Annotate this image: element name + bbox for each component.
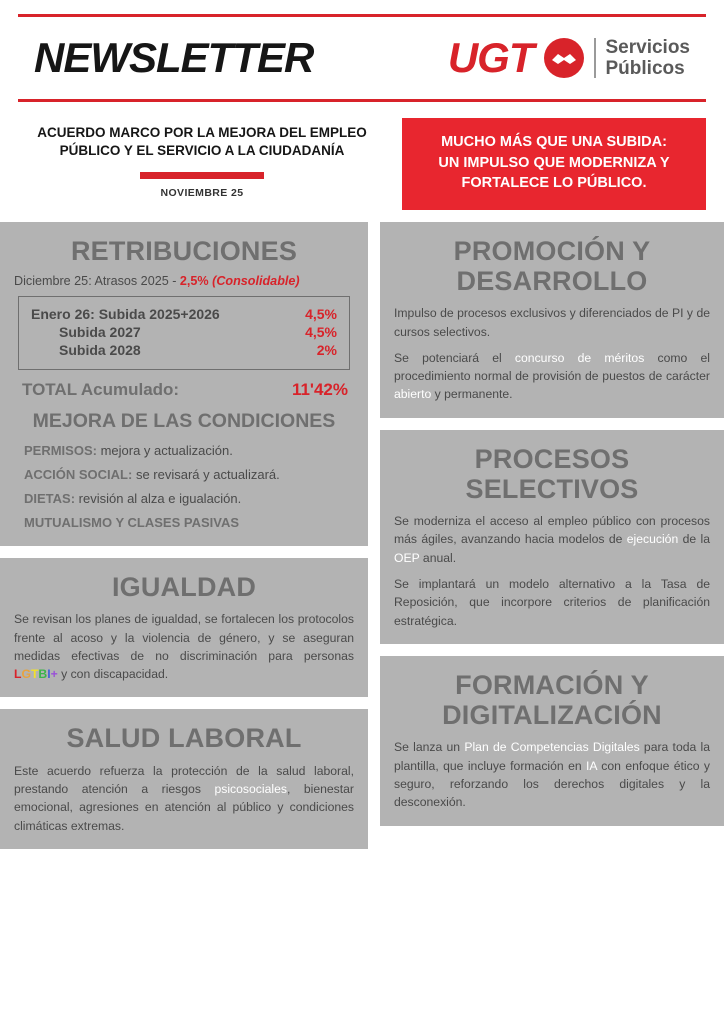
logo-servicios-line1: Servicios <box>605 36 690 58</box>
row-value: 4,5% <box>305 305 337 322</box>
handshake-icon <box>544 38 584 78</box>
right-column <box>380 222 724 849</box>
subheader <box>18 118 706 210</box>
procesos-p1-pre: Se moderniza el acceso al empleo público con procesos más ágiles, avanzando hacia modelos de <box>394 514 710 547</box>
condicion-item <box>24 467 354 482</box>
promocion-paragraph-1: Impulso de procesos exclusivos y diferenciados de PI y de cursos selectivos. <box>394 306 710 339</box>
procesos-body <box>394 512 710 630</box>
retribuciones-table-box <box>18 296 350 370</box>
ugt-wordmark: UGT <box>447 34 534 81</box>
formacion-highlight-1: Plan de Competencias Digitales <box>464 740 640 755</box>
formacion-title-line2: DIGITALIZACIÓN <box>442 700 662 731</box>
ugt-logo <box>447 34 690 81</box>
logo-divider <box>594 38 596 78</box>
condicion-text: se revisará y actualizará. <box>132 466 280 482</box>
formacion-p1-mid: para toda la plantilla, que incluye formación en <box>394 740 711 773</box>
condicion-item <box>24 443 354 458</box>
total-value: 11'42% <box>291 379 348 399</box>
banner-line1-strong: MUCHO MÁS QUE UNA SUBIDA <box>441 134 663 150</box>
salud-title: SALUD LABORAL <box>66 723 302 754</box>
promocion-p2-pre: Se potenciará el <box>394 350 515 365</box>
promocion-p2-mid: como el procedimiento normal de provisión de puestos de carácter <box>394 350 710 384</box>
red-divider-bar <box>140 172 264 179</box>
banner-line1 <box>412 132 696 153</box>
formacion-body <box>394 738 710 811</box>
total-label: TOTAL Acumulado: <box>22 379 180 399</box>
red-banner <box>402 118 706 210</box>
header-bottom-rule <box>18 99 706 102</box>
formacion-paragraph-1 <box>394 738 710 811</box>
condicion-mutualismo: MUTUALISMO Y CLASES PASIVAS <box>24 514 240 530</box>
promocion-highlight-2: abierto <box>394 387 432 402</box>
promocion-highlight-1: concurso de méritos <box>514 350 645 365</box>
condicion-label: DIETAS: <box>24 490 76 506</box>
row-value: 2% <box>316 341 337 358</box>
retribuciones-total-row <box>14 380 354 400</box>
procesos-p1-mid: de la <box>678 532 710 547</box>
content-columns <box>0 222 724 849</box>
igualdad-title: IGUALDAD <box>111 571 257 602</box>
row-label: Enero 26: Subida 2025+2026 <box>31 305 220 322</box>
issue-month: NOVIEMBRE 25 <box>160 187 244 200</box>
page-header <box>18 0 706 102</box>
promocion-title-line1: PROMOCIÓN Y <box>453 235 651 266</box>
condicion-item <box>24 491 354 506</box>
promocion-body <box>394 304 710 403</box>
salud-text-pre: Este acuerdo refuerza la protección de la salud laboral, prestando atención a riesgos <box>14 763 354 796</box>
card-salud-laboral <box>0 709 368 848</box>
formacion-p1-post: con enfoque ético y seguro, reforzando los derechos digitales y la desconexión. <box>394 758 710 810</box>
lgtbi-label: LGTBI+ <box>14 667 58 682</box>
procesos-p1-post: anual. <box>419 550 457 565</box>
card-promocion-desarrollo <box>380 222 724 418</box>
formacion-title-line1: FORMACIÓN Y <box>455 669 649 700</box>
procesos-highlight-2: OEP <box>394 550 420 565</box>
agreement-title-line1: ACUERDO MARCO POR LA MEJORA DEL EMPLEO <box>37 125 367 140</box>
condicion-label: ACCIÓN SOCIAL: <box>24 466 133 482</box>
igualdad-body <box>14 610 354 683</box>
igualdad-paragraph <box>14 610 354 683</box>
retribuciones-december-line <box>14 274 354 288</box>
procesos-title-line1: PROCESOS <box>474 443 630 474</box>
procesos-title <box>394 444 710 504</box>
left-column <box>0 222 368 849</box>
procesos-paragraph-2: Se implantará un modelo alternativo a la Tasa de Reposición, que incorpore criterios de planificación estratégica. <box>394 577 710 628</box>
retribuciones-title: RETRIBUCIONES <box>70 235 298 266</box>
condicion-text: mejora y actualización. <box>96 442 233 458</box>
procesos-highlight-1: ejecución <box>626 532 679 547</box>
agreement-title-block <box>18 118 386 199</box>
agreement-title <box>18 124 386 160</box>
banner-line1-rest: : <box>662 134 667 150</box>
promocion-title <box>394 236 710 296</box>
salud-paragraph <box>14 762 354 835</box>
salud-highlight: psicosociales <box>214 781 287 796</box>
condiciones-title: MEJORA DE LAS CONDICIONES <box>32 409 336 432</box>
promocion-paragraph-2 <box>394 349 710 404</box>
salud-body <box>14 762 354 835</box>
card-retribuciones <box>0 222 368 546</box>
procesos-paragraph-1 <box>394 512 710 567</box>
salud-text-post: , bienestar emocional, agresiones en atención al público y condiciones climáticas extremas. <box>14 781 354 833</box>
card-igualdad <box>0 558 368 697</box>
agreement-title-line2: PÚBLICO Y EL SERVICIO A LA CIUDADANÍA <box>59 143 345 159</box>
retribuciones-table <box>31 305 337 359</box>
promocion-p2-post: y permanente. <box>431 387 513 402</box>
retribuciones-december-note: (Consolidable) <box>212 273 300 288</box>
banner-line3: FORTALECE LO PÚBLICO. <box>461 175 647 192</box>
card-formacion-digitalizacion <box>380 656 724 826</box>
promocion-title-line2: DESARROLLO <box>456 265 648 296</box>
procesos-title-line2: SELECTIVOS <box>465 473 639 504</box>
condicion-label: PERMISOS: <box>24 442 97 458</box>
igualdad-text-post: y con discapacidad. <box>57 667 169 682</box>
banner-line2: UN IMPULSO QUE MODERNIZA Y <box>438 154 670 171</box>
formacion-highlight-2: IA <box>586 758 597 773</box>
table-row <box>31 323 337 341</box>
condicion-text: revisión al alza e igualación. <box>75 490 242 506</box>
logo-servicios-line2: Públicos <box>605 58 685 79</box>
formacion-p1-pre: Se lanza un <box>394 740 465 755</box>
card-procesos-selectivos <box>380 430 724 644</box>
formacion-title <box>394 670 710 730</box>
header-row <box>18 17 706 99</box>
igualdad-text-pre: Se revisan los planes de igualdad, se fortalecen los protocolos frente al acoso y la violencia de género, y se aseguran medidas efectivas de no discriminación para personas <box>14 612 354 663</box>
logo-servicios-publicos <box>606 37 691 80</box>
newsletter-title: NEWSLETTER <box>34 34 314 81</box>
table-row <box>31 305 337 323</box>
retribuciones-december-prefix: Diciembre 25: Atrasos 2025 - <box>14 273 180 288</box>
table-row <box>31 341 337 359</box>
row-value: 4,5% <box>305 323 337 340</box>
row-label: Subida 2028 <box>59 341 141 358</box>
row-label: Subida 2027 <box>59 323 141 340</box>
retribuciones-december-pct: 2,5% <box>179 273 209 288</box>
